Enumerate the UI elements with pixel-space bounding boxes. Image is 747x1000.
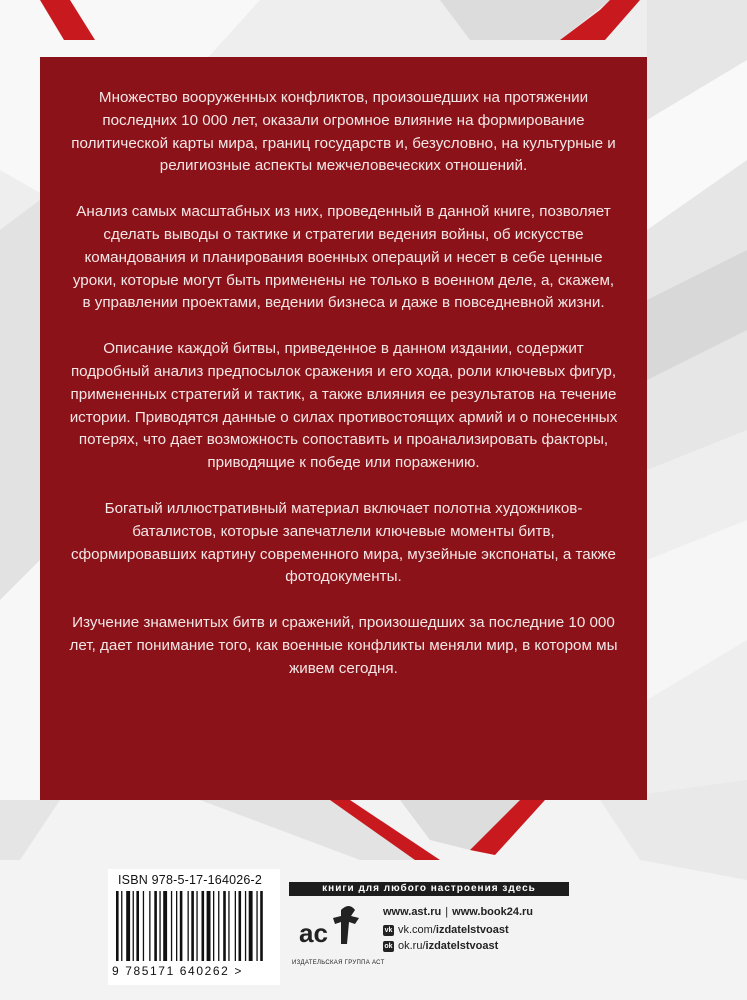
barcode-bar (245, 891, 246, 961)
publisher-group-label: ИЗДАТЕЛЬСКАЯ ГРУППА АСТ (292, 960, 385, 966)
barcode-bar (180, 891, 183, 961)
barcode-bar (202, 891, 205, 961)
barcode-box (108, 869, 280, 985)
ast-logo-icon (297, 902, 369, 958)
barcode-bars (116, 891, 272, 963)
web-links (383, 906, 533, 918)
barcode-bar (133, 891, 134, 961)
isbn-label: ISBN 978-5-17-164026-2 (118, 873, 263, 887)
description-paragraph-3: Описание каждой битвы, приведенное в данном издании, содержит подробный анализ предпосылок сражения и его хода, роли ключевых фигур, примененных стратегий и тактик, а также влияния ее результатов на течение истории. Приводятся данные о силах противостоящих армий и о понесенных потерях, что дает возможность сопоставить и проанализировать факторы, приводящие к победе или поражению. (69, 340, 618, 472)
barcode-number (112, 964, 243, 978)
ok-icon: ok (384, 942, 393, 950)
barcode-bar (136, 891, 139, 961)
barcode-bar (239, 891, 242, 961)
barcode-bar (149, 891, 150, 961)
barcode-bar (143, 891, 144, 961)
vk-prefix: vk.com/ (398, 924, 436, 936)
barcode-bar (121, 891, 122, 961)
barcode-digits: 9 785171 640262 (112, 964, 230, 978)
barcode-bar (223, 891, 226, 961)
link-separator: | (445, 906, 449, 918)
barcode-bar (218, 891, 219, 961)
tagline-banner: книги для любого настроения здесь (289, 882, 569, 896)
barcode-bar (154, 891, 157, 961)
description-paragraph-2: Анализ самых масштабных из них, проведенный в данной книге, позволяет сделать выводы о тактике и стратегии ведения войны, об искусстве командования и планирования военных операций и несет в себе ценные уроки, которые могут быть применены не только в военном деле, а, скажем, в управлении проектами, ведении бизнеса и даже в повседневной жизни. (72, 203, 615, 312)
description-paragraph-4: Богатый иллюстративный материал включает полотна художников-баталистов, которые запечатлели ключевые моменты битв, сформировавших картину современного мира, музейные экспонаты, а также фотодокументы. (71, 499, 616, 586)
barcode-bar (176, 891, 177, 961)
ok-link[interactable] (383, 938, 498, 954)
barcode-bar (116, 891, 119, 961)
barcode-bar (228, 891, 229, 961)
barcode-bar (191, 891, 194, 961)
barcode-bar (159, 891, 160, 961)
barcode-bar (171, 891, 172, 961)
vk-icon: vk (384, 926, 393, 934)
svg-text:ас: ас (299, 918, 328, 948)
barcode-bar (213, 891, 214, 961)
site-book24-link[interactable]: www.book24.ru (452, 906, 534, 918)
site-ast-link[interactable]: www.ast.ru (383, 906, 442, 918)
vk-link[interactable] (383, 922, 509, 938)
description-paragraph-1: Множество вооруженных конфликтов, произошедших на протяжении последних 10 000 лет, оказали огромное влияние на формирование политической карты мира, границ государств и, безусловно, на культурные и религиозные аспекты межчеловеческих отношений. (71, 89, 616, 175)
description-paragraph-5: Изучение знаменитых битв и сражений, произошедших за последние 10 000 лет, дает понимание того, как военные конфликты меняли мир, в котором мы живем сегодня. (69, 614, 618, 677)
barcode-bar (235, 891, 236, 961)
barcode-bar (163, 891, 167, 961)
barcode-bar (256, 891, 257, 961)
barcode-bar (260, 891, 263, 961)
barcode-bar (196, 891, 197, 961)
ok-prefix: ok.ru/ (398, 940, 426, 952)
barcode-bar (207, 891, 211, 961)
barcode-bar (249, 891, 253, 961)
vk-handle: izdatelstvoast (435, 924, 509, 936)
barcode-bar (188, 891, 189, 961)
barcode-arrow: > (234, 964, 243, 978)
ok-handle: izdatelstvoast (425, 940, 499, 952)
barcode-bar (126, 891, 130, 961)
description-panel (40, 57, 647, 800)
